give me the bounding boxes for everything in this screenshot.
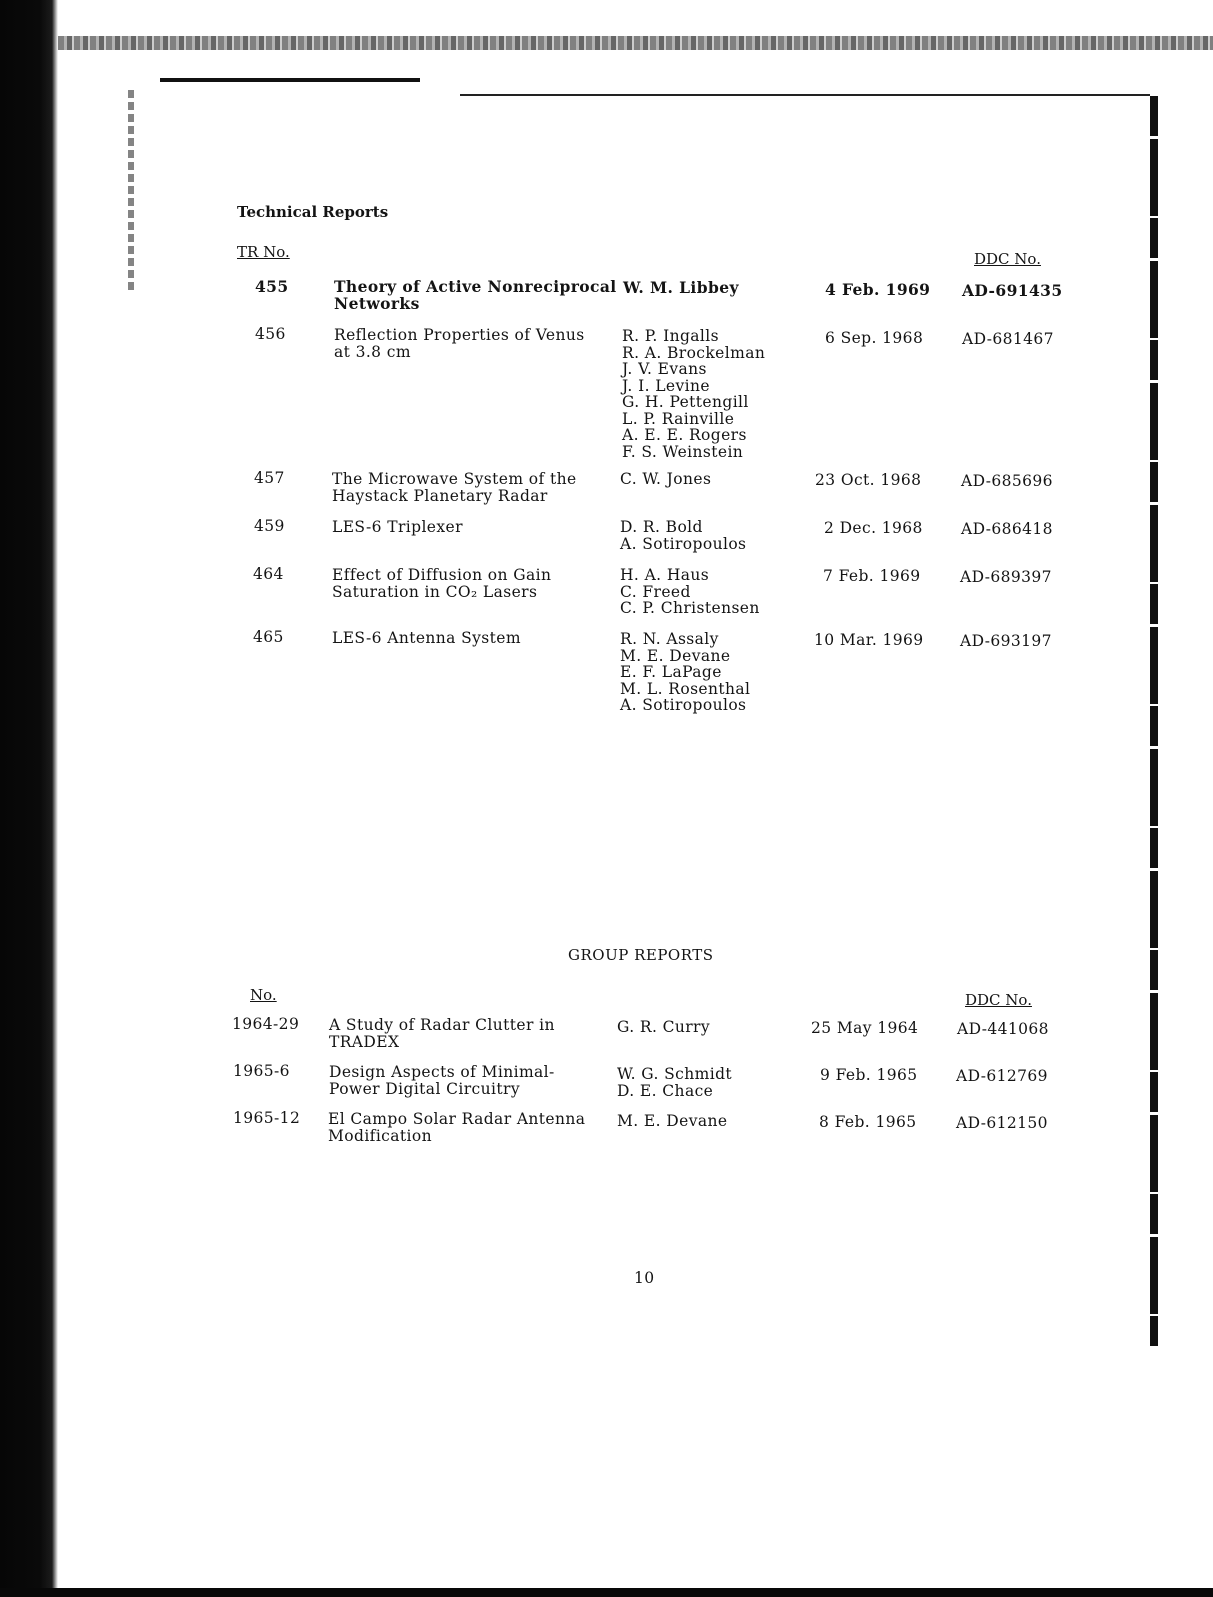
- page-number: 10: [634, 1269, 655, 1287]
- ddc-number: AD-612150: [956, 1114, 1048, 1132]
- report-authors: W. G. Schmidt D. E. Chace: [617, 1065, 733, 1100]
- scan-edge-left: [0, 0, 58, 1597]
- ddc-number: AD-686418: [961, 520, 1053, 538]
- report-date: 6 Sep. 1968: [825, 329, 924, 347]
- report-title: Reflection Properties of Venus at 3.8 cm: [334, 326, 585, 361]
- report-number: 1964-29: [232, 1015, 300, 1033]
- ddc-no-column-header: DDC No.: [974, 250, 1041, 268]
- group-reports-heading: GROUP REPORTS: [568, 946, 714, 964]
- report-authors: R. N. Assaly M. E. Devane E. F. LaPage M. L. Rosenthal A. Sotiropoulos: [620, 630, 751, 714]
- report-title: Effect of Diffusion on Gain Saturation in CO₂ Lasers: [332, 566, 552, 601]
- scan-edge-top: [58, 36, 1213, 50]
- ddc-number: AD-685696: [961, 472, 1053, 490]
- report-date: 23 Oct. 1968: [815, 471, 922, 489]
- report-date: 2 Dec. 1968: [824, 519, 923, 537]
- technical-reports-heading: Technical Reports: [237, 203, 389, 221]
- scan-edge-bottom: [0, 1588, 1213, 1597]
- report-number: 465: [253, 628, 284, 646]
- report-date: 8 Feb. 1965: [819, 1113, 917, 1131]
- report-authors: G. R. Curry: [617, 1018, 711, 1036]
- report-date: 4 Feb. 1969: [825, 280, 931, 299]
- report-title: A Study of Radar Clutter in TRADEX: [329, 1016, 555, 1051]
- scan-mark-left: [128, 90, 134, 290]
- report-authors: R. P. Ingalls R. A. Brockelman J. V. Evans J. I. Levine G. H. Pettengill L. P. Rainville A. E. E. Rogers F. S. Weinstein: [622, 327, 766, 461]
- scan-edge-right: [1150, 96, 1158, 1346]
- report-date: 10 Mar. 1969: [814, 631, 924, 649]
- report-title: Theory of Active Nonreciprocal Networks: [334, 277, 617, 313]
- top-rule-2: [460, 94, 1150, 96]
- group-ddc-column-header: DDC No.: [965, 991, 1032, 1009]
- report-number: 455: [255, 277, 289, 296]
- report-number: 457: [254, 469, 285, 487]
- ddc-number: AD-681467: [962, 330, 1054, 348]
- ddc-number: AD-689397: [960, 568, 1052, 586]
- report-date: 25 May 1964: [811, 1019, 919, 1037]
- report-number: 459: [254, 517, 285, 535]
- report-number: 1965-6: [233, 1062, 290, 1080]
- report-date: 9 Feb. 1965: [820, 1066, 918, 1084]
- report-title: The Microwave System of the Haystack Planetary Radar: [332, 470, 577, 505]
- report-date: 7 Feb. 1969: [823, 567, 921, 585]
- report-authors: H. A. Haus C. Freed C. P. Christensen: [620, 566, 760, 617]
- report-title: LES-6 Triplexer: [332, 518, 463, 536]
- report-number: 1965-12: [233, 1109, 301, 1127]
- ddc-number: AD-693197: [960, 632, 1052, 650]
- top-rule: [160, 78, 420, 82]
- report-authors: M. E. Devane: [617, 1112, 728, 1130]
- group-no-column-header: No.: [250, 986, 277, 1004]
- report-number: 456: [255, 325, 286, 343]
- ddc-number: AD-441068: [957, 1020, 1049, 1038]
- report-authors: W. M. Libbey: [623, 278, 739, 297]
- ddc-number: AD-691435: [962, 281, 1063, 300]
- report-title: El Campo Solar Radar Antenna Modification: [328, 1110, 586, 1145]
- tr-no-column-header: TR No.: [237, 243, 290, 261]
- report-title: Design Aspects of Minimal- Power Digital Circuitry: [329, 1063, 555, 1098]
- report-number: 464: [253, 565, 284, 583]
- report-authors: D. R. Bold A. Sotiropoulos: [620, 518, 747, 553]
- ddc-number: AD-612769: [956, 1067, 1048, 1085]
- report-title: LES-6 Antenna System: [332, 629, 521, 647]
- report-authors: C. W. Jones: [620, 470, 712, 488]
